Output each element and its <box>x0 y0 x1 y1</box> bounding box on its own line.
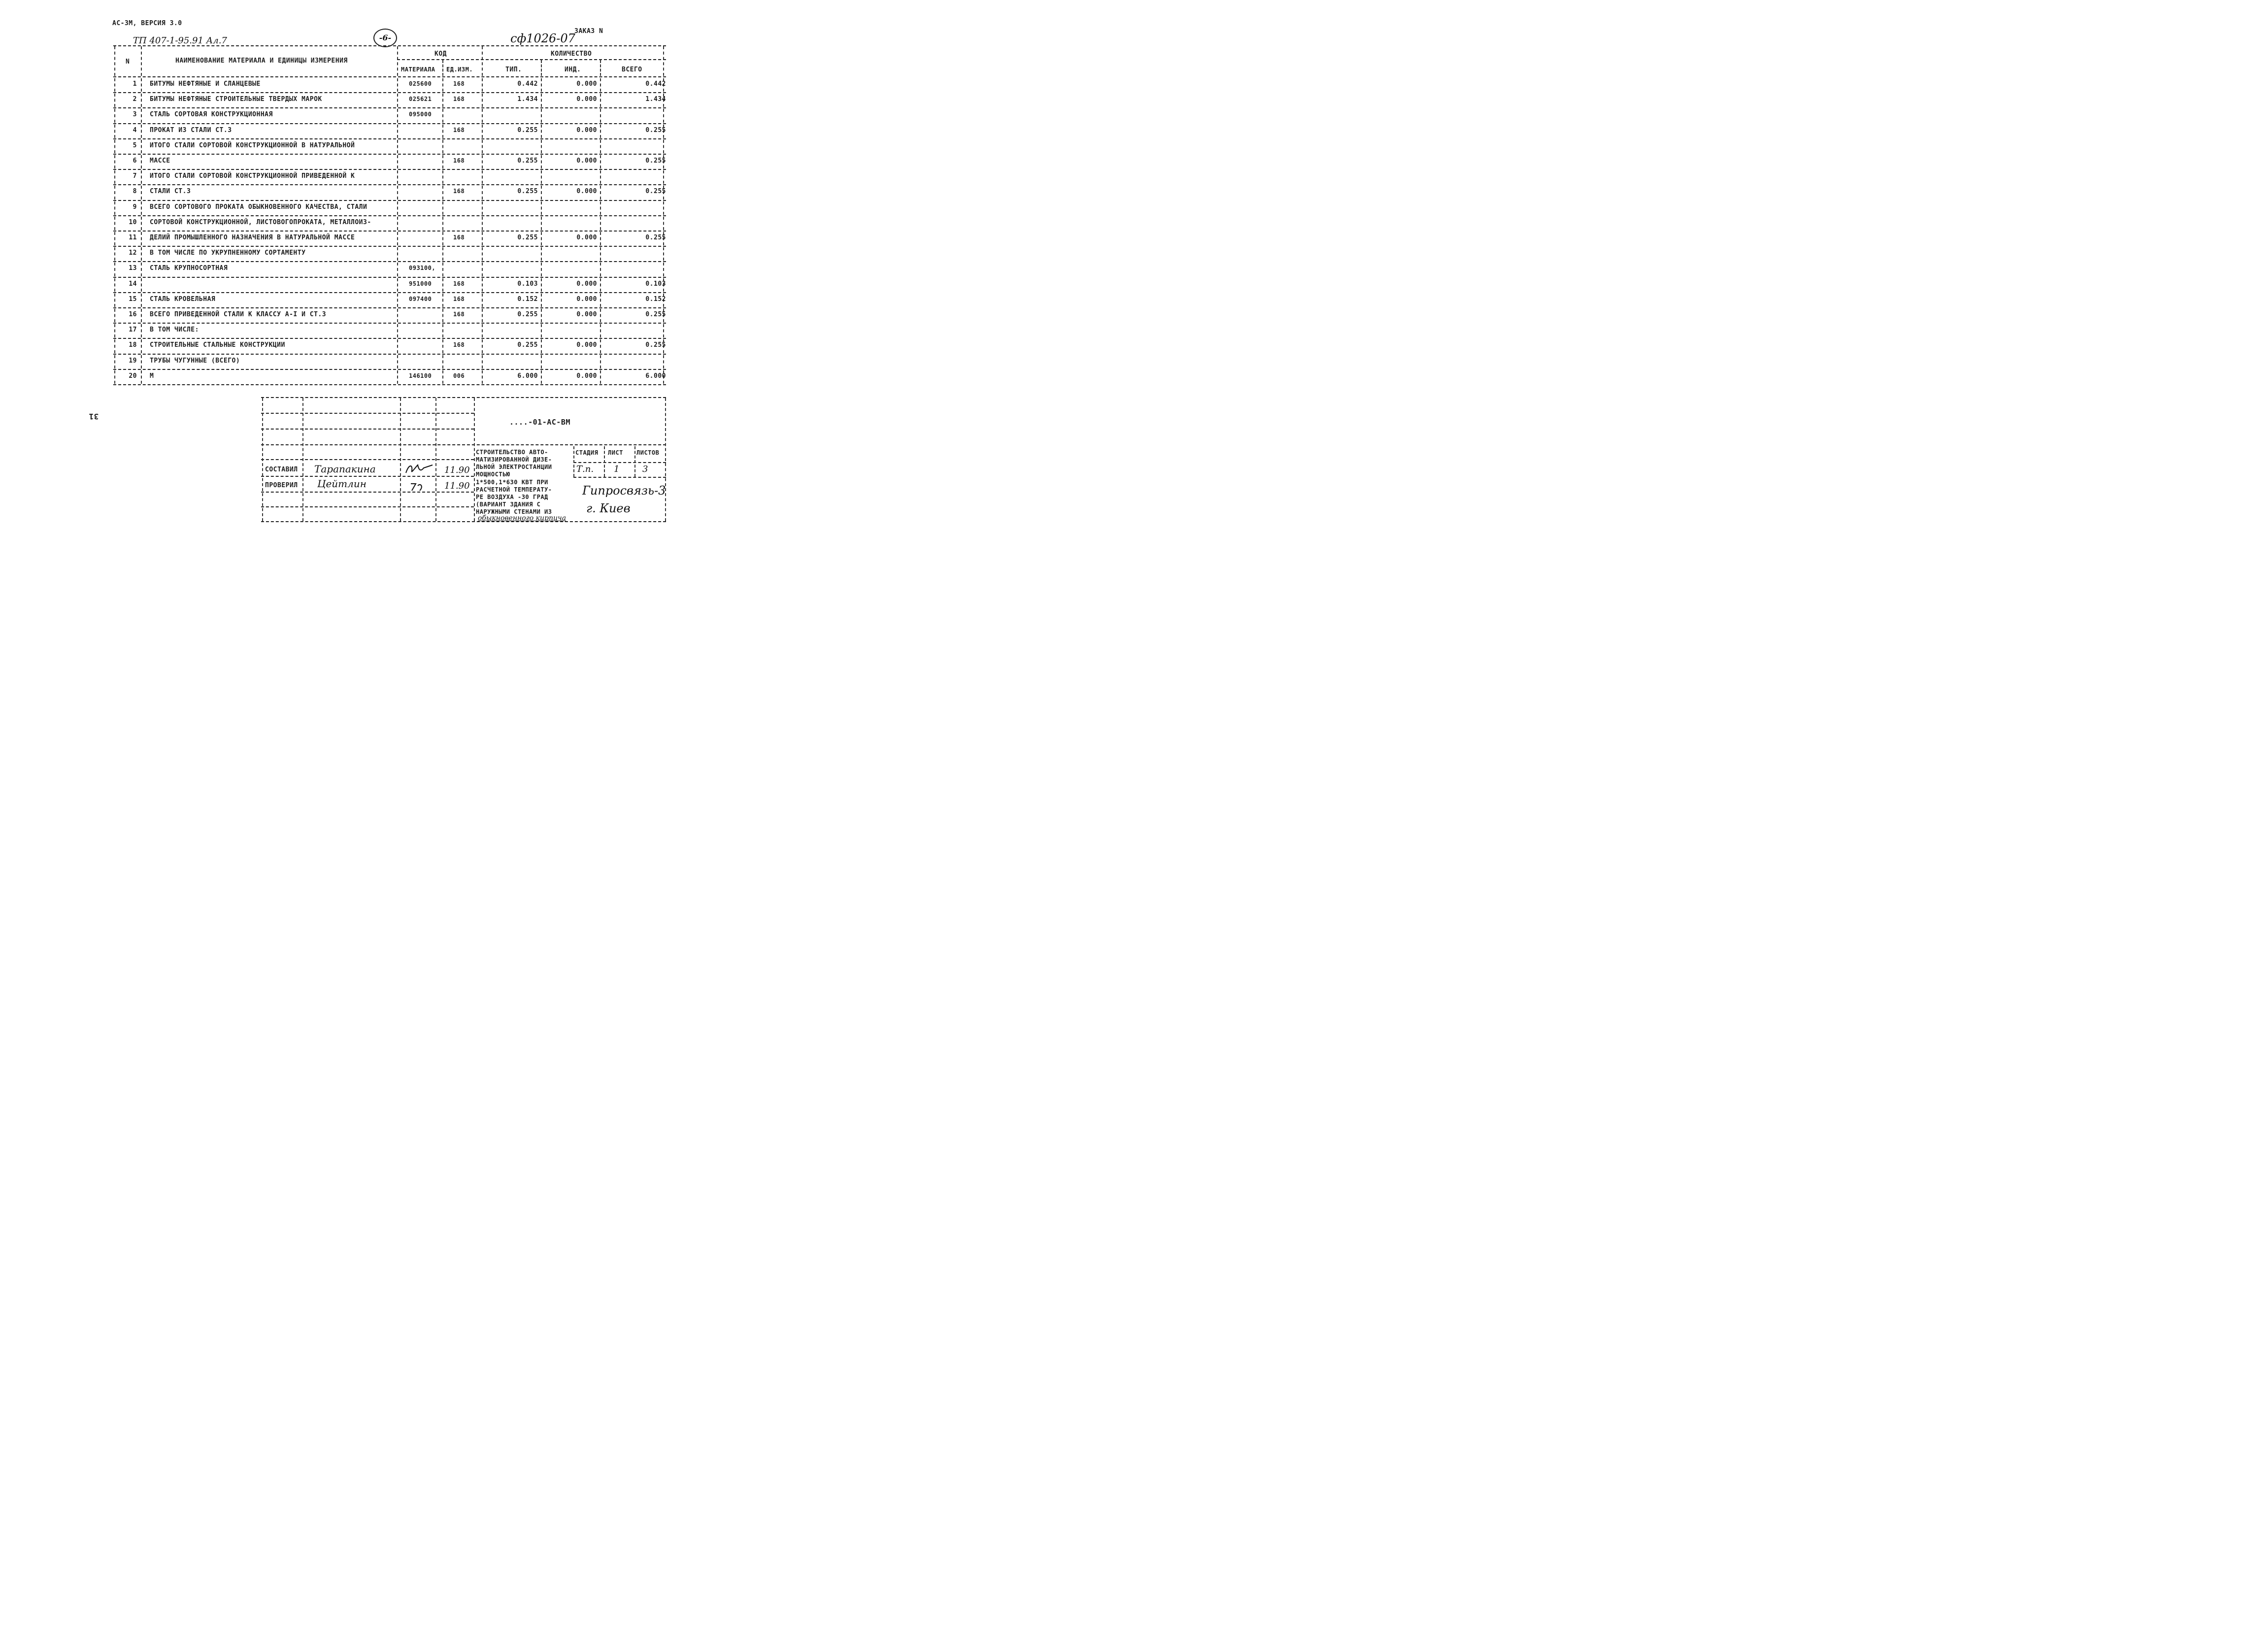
row-number: 9 <box>133 203 137 211</box>
row-qty-typ: 0.255 <box>517 341 538 349</box>
city: г. Киев <box>586 501 631 515</box>
order-handwritten: сф1026-07 <box>510 32 575 45</box>
row-material-name: ИТОГО СТАЛИ СОРТОВОЙ КОНСТРУКЦИОННОЙ ПРИВЕДЕННОЙ К <box>150 172 355 180</box>
stamp-line <box>261 413 474 414</box>
row-material-name: БИТУМЫ НЕФТЯНЫЕ И СЛАНЦЕВЫЕ <box>150 80 261 88</box>
row-material-name: В ТОМ ЧИСЛЕ: <box>150 326 199 334</box>
row-number: 3 <box>133 111 137 119</box>
stamp-line <box>261 521 666 522</box>
row-material-name: ПРОКАТ ИЗ СТАЛИ СТ.3 <box>150 126 232 134</box>
stamp-line <box>573 462 666 463</box>
row-number: 7 <box>133 172 137 180</box>
column-header-n: N <box>126 58 130 66</box>
row-material-code: 093100, <box>409 265 436 272</box>
stamp-line <box>261 444 666 445</box>
row-qty-typ: 6.000 <box>517 372 538 380</box>
row-number: 18 <box>129 341 137 349</box>
stamp-vline <box>435 398 436 521</box>
row-unit-code: 168 <box>453 157 465 164</box>
stage-value: Т.п. <box>576 464 594 474</box>
title-block <box>0 0 788 565</box>
row-qty-total: 0.255 <box>645 234 666 241</box>
order-label: ЗАКАЗ N <box>574 28 603 35</box>
stamp-vline <box>604 446 605 477</box>
row-material-code: 146100 <box>409 372 432 379</box>
row-unit-code: 006 <box>453 372 465 379</box>
row-qty-total: 0.442 <box>645 80 666 88</box>
row-qty-typ: 0.152 <box>517 295 538 303</box>
project-line: РАСЧЕТНОЙ ТЕМПЕРАТУ- <box>476 486 552 493</box>
checked-name: Цейтлин <box>317 478 367 490</box>
sheet-label: ЛИСТ <box>608 449 623 456</box>
row-material-code: 025600 <box>409 80 432 87</box>
stamp-line <box>261 429 474 430</box>
row-unit-code: 168 <box>453 96 465 103</box>
row-qty-typ: 0.255 <box>517 188 538 196</box>
row-material-name: ВСЕГО СОРТОВОГО ПРОКАТА ОБЫКНОВЕННОГО КАЧЕСТВА, СТАЛИ <box>150 203 367 211</box>
row-qty-total: 0.152 <box>645 295 666 303</box>
compiled-signature-icon <box>404 462 434 478</box>
column-header-ind: ИНД. <box>565 66 581 73</box>
doc-code: ....-01-АС-ВМ <box>509 418 570 427</box>
row-qty-ind: 0.000 <box>576 234 597 241</box>
column-header-total: ВСЕГО <box>622 66 642 73</box>
row-qty-total: 6.000 <box>645 372 666 380</box>
stamp-vline <box>573 446 574 477</box>
row-material-name: ДЕЛИЙ ПРОМЫШЛЕННОГО НАЗНАЧЕНИЯ В НАТУРАЛЬНОЙ МАССЕ <box>150 234 355 241</box>
row-unit-code: 168 <box>453 234 465 241</box>
sheet-value: 1 <box>614 464 620 474</box>
stamp-line <box>261 459 474 460</box>
row-qty-total: 0.255 <box>645 311 666 318</box>
row-qty-total: 0.255 <box>645 188 666 196</box>
row-material-name: СТАЛЬ КРОВЕЛЬНАЯ <box>150 295 216 303</box>
row-qty-ind: 0.000 <box>576 126 597 134</box>
row-qty-ind: 0.000 <box>576 311 597 318</box>
project-line: МАТИЗИРОВАННОЙ ДИЗЕ- <box>476 456 552 463</box>
row-number: 12 <box>129 249 137 257</box>
stamp-vline <box>474 398 475 521</box>
row-unit-code: 168 <box>453 80 465 87</box>
stamp-line <box>261 476 474 477</box>
row-material-name: СОРТОВОЙ КОНСТРУКЦИОННОЙ, ЛИСТОВОГОПРОКАТА, МЕТАЛЛОИЗ- <box>150 218 371 226</box>
row-material-name: СТРОИТЕЛЬНЫЕ СТАЛЬНЫЕ КОНСТРУКЦИИ <box>150 341 285 349</box>
stamp-vline <box>400 398 401 521</box>
row-qty-ind: 0.000 <box>576 372 597 380</box>
row-number: 5 <box>133 141 137 149</box>
tp-number: ТП 407-1-95.91 Ал.7 <box>133 35 227 46</box>
row-qty-total: 0.255 <box>645 341 666 349</box>
column-header-typ: ТИП. <box>505 66 522 73</box>
row-number: 20 <box>129 372 137 380</box>
page-mark-text: -6- <box>379 33 392 42</box>
row-qty-typ: 0.255 <box>517 157 538 165</box>
project-line: 1*500,1*630 КВТ ПРИ <box>476 479 548 486</box>
row-qty-ind: 0.000 <box>576 96 597 103</box>
row-qty-ind: 0.000 <box>576 188 597 196</box>
stamp-line <box>261 506 474 507</box>
row-qty-typ: 0.255 <box>517 126 538 134</box>
column-header-code: КОД <box>434 50 447 58</box>
checked-label: ПРОВЕРИЛ <box>265 482 298 489</box>
checked-date: 11.90 <box>444 481 470 491</box>
project-line: РЕ ВОЗДУХА -30 ГРАД <box>476 494 548 500</box>
row-number: 19 <box>129 357 137 365</box>
row-number: 13 <box>129 265 137 272</box>
row-qty-typ: 0.255 <box>517 311 538 318</box>
row-material-name: СТАЛИ СТ.3 <box>150 188 191 196</box>
row-qty-total: 0.103 <box>645 280 666 288</box>
stamp-vline <box>634 446 635 477</box>
program-version: АС-3М, ВЕРСИЯ 3.0 <box>112 20 182 27</box>
row-qty-ind: 0.000 <box>576 295 597 303</box>
row-qty-typ: 0.442 <box>517 80 538 88</box>
row-number: 10 <box>129 218 137 226</box>
stamp-vline <box>262 398 263 521</box>
row-number: 8 <box>133 188 137 196</box>
row-number: 16 <box>129 311 137 318</box>
column-header-code-unit: ЕД.ИЗМ. <box>446 66 473 73</box>
project-line: СТРОИТЕЛЬСТВО АВТО- <box>476 449 548 456</box>
compiled-label: СОСТАВИЛ <box>265 466 298 473</box>
column-header-quantity: КОЛИЧЕСТВО <box>551 50 592 58</box>
column-header-name: НАИМЕНОВАНИЕ МАТЕРИАЛА И ЕДИНИЦЫ ИЗМЕРЕНИЯ <box>175 57 348 65</box>
row-qty-total: 0.255 <box>645 126 666 134</box>
sheets-value: 3 <box>642 464 648 474</box>
row-qty-ind: 0.000 <box>576 280 597 288</box>
row-unit-code: 168 <box>453 188 465 195</box>
row-qty-ind: 0.000 <box>576 341 597 349</box>
row-qty-typ: 1.434 <box>517 96 538 103</box>
row-qty-ind: 0.000 <box>576 80 597 88</box>
row-unit-code: 168 <box>453 126 465 133</box>
stamp-vline <box>302 398 303 521</box>
stamp-line <box>261 492 474 493</box>
organization: Гипросвязь-3 <box>582 484 666 498</box>
row-unit-code: 168 <box>453 280 465 287</box>
project-line: (ВАРИАНТ ЗДАНИЯ С <box>476 501 541 508</box>
row-material-name: МАССЕ <box>150 157 170 165</box>
sheets-label: ЛИСТОВ <box>636 449 660 456</box>
row-material-name: БИТУМЫ НЕФТЯНЫЕ СТРОИТЕЛЬНЫЕ ТВЕРДЫХ МАРОК <box>150 96 322 103</box>
row-material-name: ТРУБЫ ЧУГУННЫЕ (ВСЕГО) <box>150 357 240 365</box>
row-unit-code: 168 <box>453 341 465 349</box>
row-material-code: 097400 <box>409 295 432 302</box>
row-material-name: М <box>150 372 154 380</box>
row-number: 1 <box>133 80 137 88</box>
row-qty-ind: 0.000 <box>576 157 597 165</box>
stamp-line <box>573 477 666 478</box>
row-qty-total: 1.434 <box>645 96 666 103</box>
row-number: 14 <box>129 280 137 288</box>
row-material-code: 095000 <box>409 111 432 118</box>
project-line: НАРУЖНЫМИ СТЕНАМИ ИЗ <box>476 508 552 515</box>
project-line: МОЩНОСТЬЮ <box>476 471 510 478</box>
row-material-name: ИТОГО СТАЛИ СОРТОВОЙ КОНСТРУКЦИОННОЙ В НАТУРАЛЬНОЙ <box>150 141 355 149</box>
row-number: 2 <box>133 96 137 103</box>
stamp-line <box>261 397 666 398</box>
row-number: 4 <box>133 126 137 134</box>
row-number: 15 <box>129 295 137 303</box>
row-qty-typ: 0.255 <box>517 234 538 241</box>
row-material-name: В ТОМ ЧИСЛЕ ПО УКРУПНЕННОМУ СОРТАМЕНТУ <box>150 249 306 257</box>
checked-signature-icon <box>409 481 429 496</box>
row-material-code: 025621 <box>409 96 432 103</box>
side-mark: 31 <box>89 412 99 421</box>
stamp-vline <box>665 398 666 521</box>
row-unit-code: 168 <box>453 295 465 302</box>
compiled-name: Тарапакина <box>314 463 376 475</box>
project-line: ЛЬНОЙ ЭЛЕКТРОСТАНЦИИ <box>476 464 552 470</box>
row-qty-typ: 0.103 <box>517 280 538 288</box>
compiled-date: 11.90 <box>444 465 470 475</box>
row-number: 6 <box>133 157 137 165</box>
column-header-code-material: МАТЕРИАЛА <box>401 66 435 73</box>
row-unit-code: 168 <box>453 311 465 318</box>
row-material-code: 951000 <box>409 280 432 287</box>
row-number: 17 <box>129 326 137 334</box>
row-material-name: ВСЕГО ПРИВЕДЕННОЙ СТАЛИ К КЛАССУ А-I И СТ.3 <box>150 311 327 318</box>
stage-label: СТАДИЯ <box>575 449 599 456</box>
row-material-name: СТАЛЬ КРУПНОСОРТНАЯ <box>150 265 228 272</box>
project-handwritten: обыкновенного кирпича <box>478 514 567 522</box>
row-number: 11 <box>129 234 137 241</box>
row-qty-total: 0.255 <box>645 157 666 165</box>
row-material-name: СТАЛЬ СОРТОВАЯ КОНСТРУКЦИОННАЯ <box>150 111 273 119</box>
